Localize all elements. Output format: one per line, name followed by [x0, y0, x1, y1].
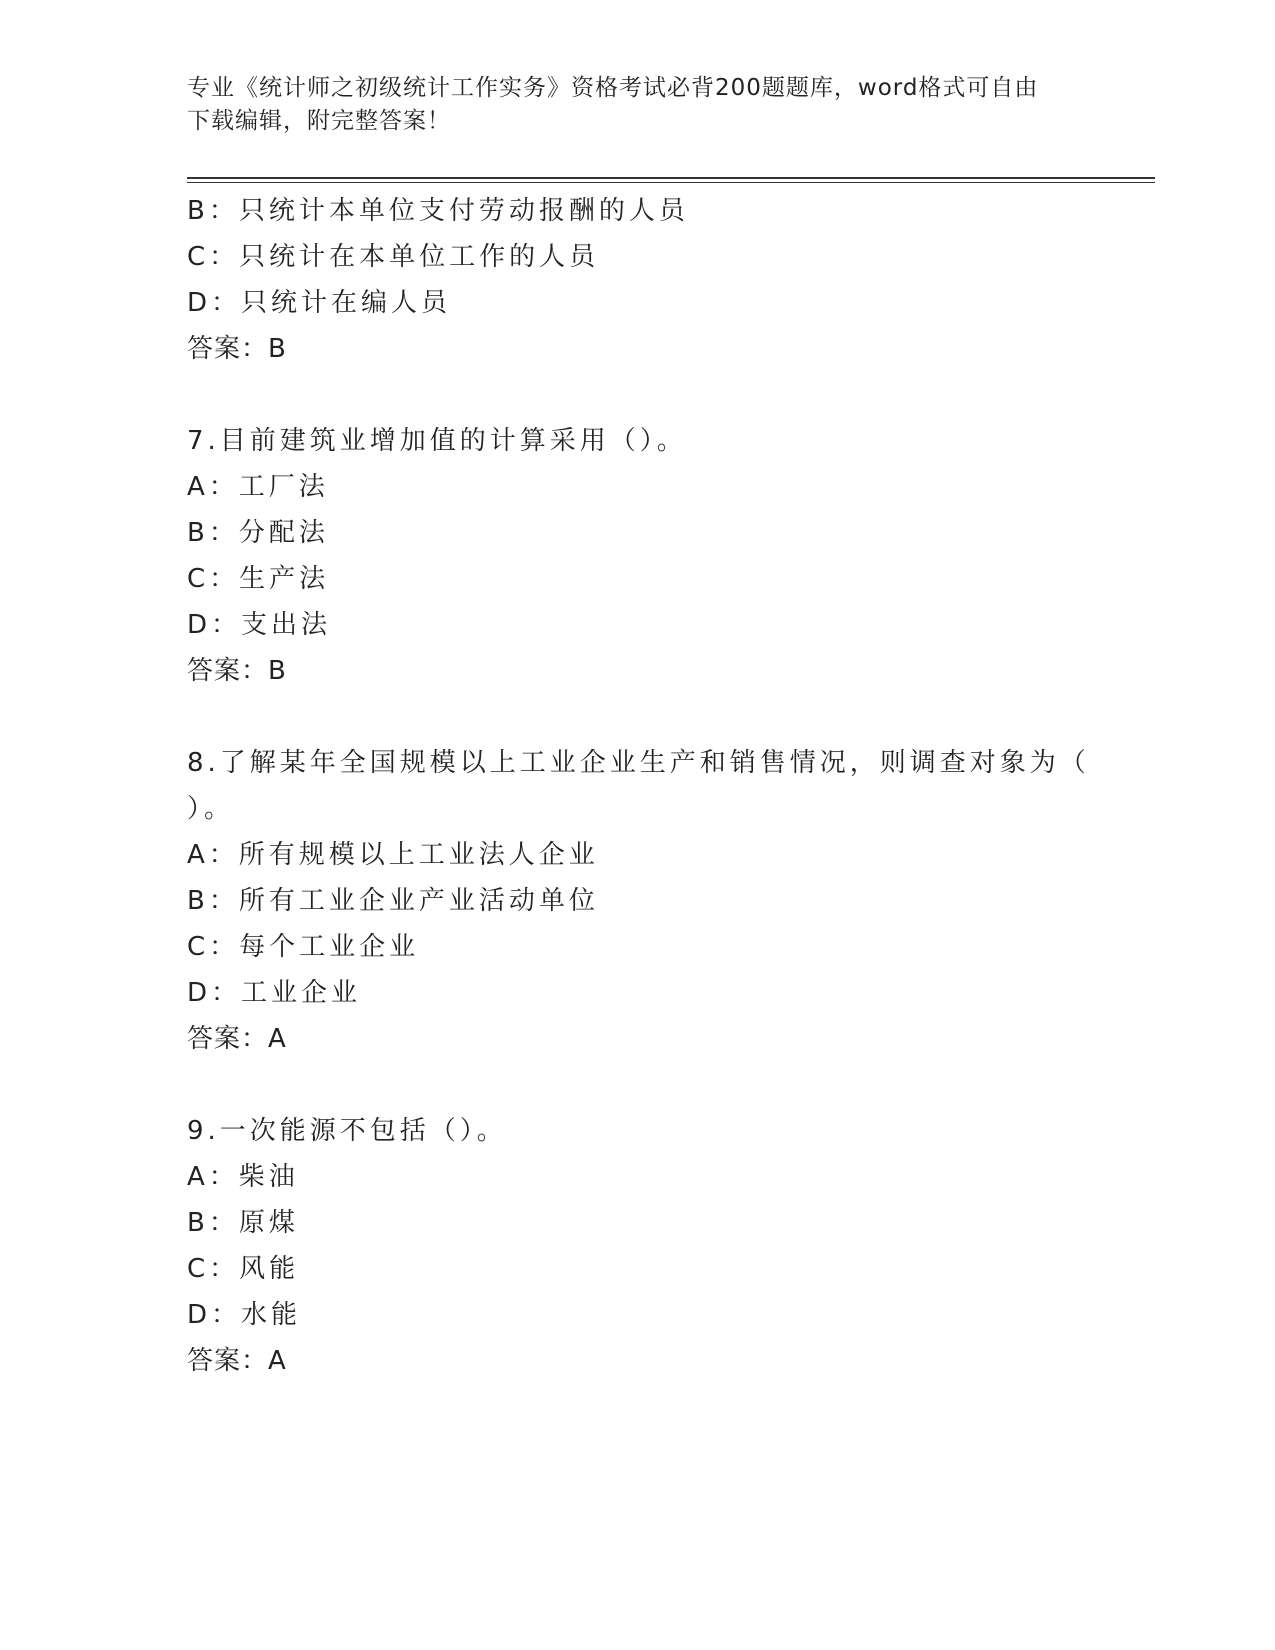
question-stem-line-2: ）。	[187, 794, 235, 824]
option-d: D：支出法	[187, 610, 332, 640]
option-a: A：柴油	[187, 1162, 299, 1192]
option-b: B：只统计本单位支付劳动报酬的人员	[187, 196, 689, 226]
option-b: B：所有工业企业产业活动单位	[187, 886, 599, 916]
header-divider-thin	[187, 182, 1155, 183]
question-6-continued	[187, 188, 1087, 372]
answer-line: 答案：A	[187, 1346, 287, 1376]
option-d: D：工业企业	[187, 978, 362, 1008]
option-a: A：所有规模以上工业法人企业	[187, 840, 599, 870]
option-c: C：风能	[187, 1254, 300, 1284]
option-d: D：只统计在编人员	[187, 288, 452, 318]
header-line-2: 下载编辑，附完整答案！	[187, 108, 451, 134]
question-9	[187, 1108, 1087, 1384]
option-b: B：原煤	[187, 1208, 299, 1238]
header-line-1: 专业《统计师之初级统计工作实务》资格考试必背200题题库，word格式可自由	[187, 75, 1039, 101]
question-stem: 9.一次能源不包括（）。	[187, 1116, 507, 1146]
question-list	[187, 188, 1090, 1384]
option-b: B：分配法	[187, 518, 329, 548]
header-divider-thick	[187, 177, 1155, 179]
answer-line: 答案：B	[187, 656, 287, 686]
option-d: D：水能	[187, 1300, 302, 1330]
question-7	[187, 418, 1087, 694]
option-a: A：工厂法	[187, 472, 329, 502]
option-c: C：每个工业企业	[187, 932, 420, 962]
option-c: C：生产法	[187, 564, 330, 594]
question-8	[187, 740, 1090, 1062]
question-stem-line-1: 8.了解某年全国规模以上工业企业生产和销售情况，则调查对象为（	[187, 748, 1090, 778]
answer-line: 答案：B	[187, 334, 287, 364]
question-stem: 7.目前建筑业增加值的计算采用（）。	[187, 426, 687, 456]
option-c: C：只统计在本单位工作的人员	[187, 242, 600, 272]
document-header	[187, 72, 1067, 138]
answer-line: 答案：A	[187, 1024, 287, 1054]
